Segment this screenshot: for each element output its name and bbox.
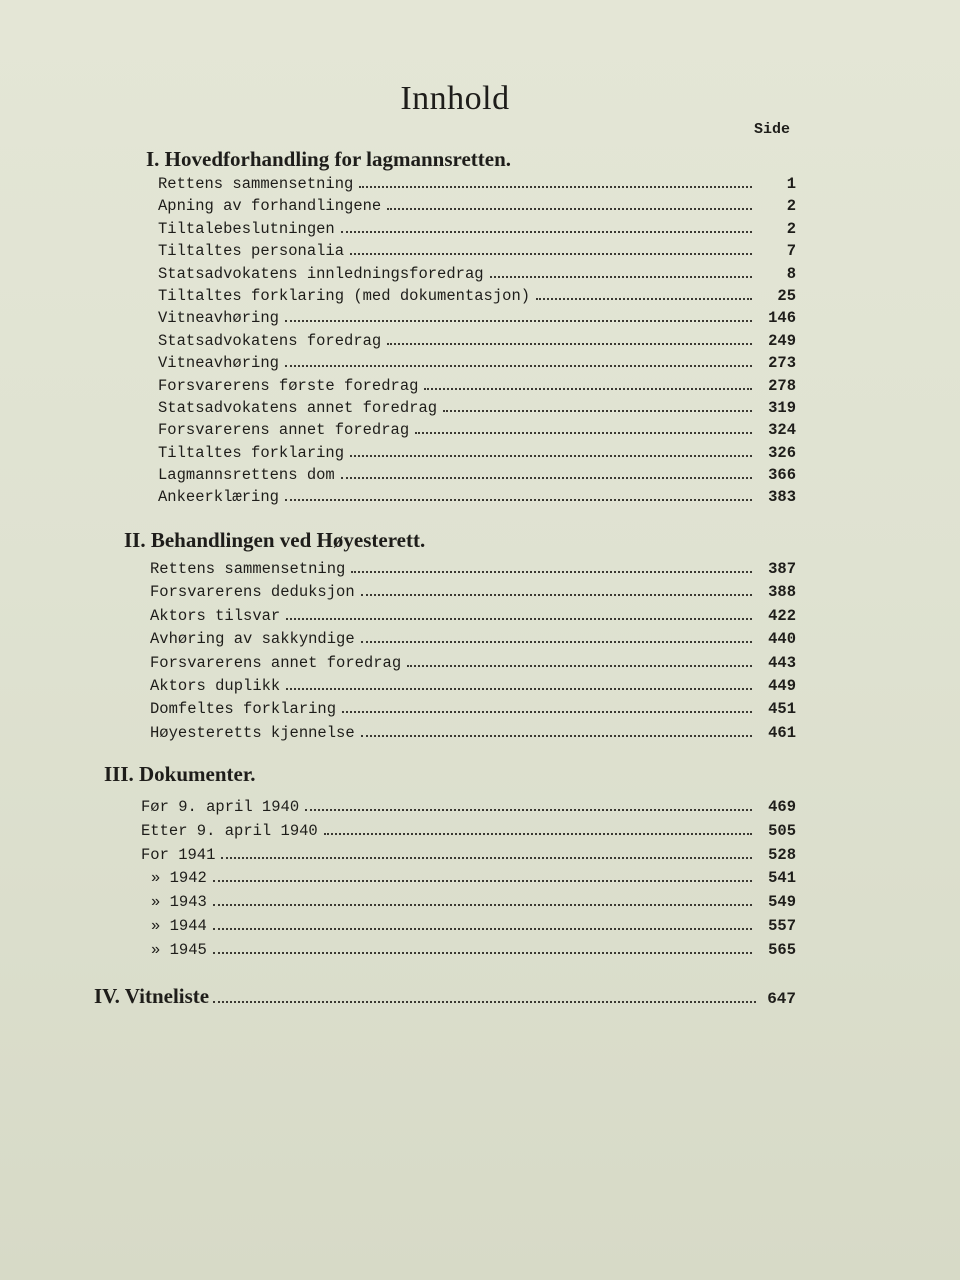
toc-entry-label: Domfeltes forklaring [150,700,337,719]
page-column-label: Side [754,121,791,138]
toc-entry-label: Forsvarerens deduksjon [150,583,355,602]
dot-leader [350,249,752,255]
toc-entry[interactable] [158,309,796,331]
page-number: 505 [768,821,796,840]
toc-entry-label: Før 9. april 1940 [141,798,300,816]
dot-leader [305,805,752,811]
toc-entry-label: Rettens sammensetning [158,175,354,193]
toc-entry-label: Tiltaltes forklaring (med dokumentasjon) [158,286,531,305]
dot-leader [324,829,752,835]
section-hoyesterett [124,524,796,747]
page-number: 647 [767,990,796,1008]
toc-entry-label: Statsadvokatens annet foredrag [158,398,438,417]
page-number: 422 [768,606,796,625]
dot-leader [213,948,752,954]
toc-entry-label: Forsvarerens annet foredrag [158,421,410,440]
dot-leader [407,661,752,667]
toc-entry-label: Statsadvokatens innledningsforedrag [158,264,484,283]
toc-entry-label: Forsvarerens annet foredrag [150,653,402,672]
toc-entry-label: Forsvarerens første foredrag [158,376,419,395]
toc-entry-label: Tiltalebeslutningen [158,219,335,238]
toc-entry-label: Avhøring av sakkyndige [150,630,355,649]
toc-entry[interactable] [141,941,796,965]
page-number: 273 [768,354,796,373]
toc-entry[interactable] [158,287,796,309]
page-number: 565 [768,940,796,959]
toc-entry-label: » 1945 [151,940,207,959]
dot-leader [285,361,752,367]
page-number: 449 [768,676,796,695]
dot-leader [213,876,752,882]
page-number: 451 [768,700,796,719]
dot-leader [342,707,752,713]
page-title: Innhold [400,80,510,117]
dot-leader [221,853,752,859]
dot-leader [361,637,752,643]
toc-entry[interactable] [94,980,796,1012]
page-number: 324 [768,421,796,440]
page-number: 388 [768,583,796,602]
toc-entry[interactable] [150,654,796,677]
section-dokumenter [104,758,796,965]
toc-entry-label: Ankeerklæring [158,488,279,507]
dot-leader [350,451,752,457]
dot-leader [415,428,752,434]
dot-leader [359,182,752,188]
toc-entry[interactable] [141,798,796,822]
toc-entry[interactable] [158,242,796,264]
page-number: 278 [768,376,796,395]
page-number: 249 [768,331,796,350]
toc-entry[interactable] [158,488,796,510]
toc-entry[interactable] [141,846,796,870]
dot-leader [387,339,752,345]
dot-leader [285,316,752,322]
toc-entry-label: Tiltaltes forklaring [158,443,345,462]
section-vitneliste [94,980,796,1012]
dot-leader [361,590,752,596]
toc-entry[interactable] [141,893,796,917]
toc-entry-label: » 1943 [151,893,207,912]
dot-leader [286,684,752,690]
toc-entry-label: Høyesteretts kjennelse [150,723,355,742]
page-number: 383 [768,488,796,507]
toc-entry-label: For 1941 [141,845,216,864]
toc-entry-label: » 1942 [151,869,207,888]
toc-entry[interactable] [158,265,796,287]
toc-list [158,175,796,511]
toc-entry[interactable] [158,399,796,421]
dot-leader [424,384,752,390]
dot-leader [213,900,752,906]
toc-entry-label: Rettens sammensetning [150,560,346,578]
page-number: 319 [768,398,796,417]
toc-entry[interactable] [158,220,796,242]
toc-entry[interactable] [158,175,796,197]
toc-entry[interactable] [150,724,796,747]
dot-leader [490,272,752,278]
toc-entry[interactable] [141,917,796,941]
toc-entry[interactable] [158,444,796,466]
page-number: 469 [768,798,796,816]
toc-entry[interactable] [158,421,796,443]
dot-leader [213,997,756,1003]
toc-list [141,798,796,965]
toc-entry-label: Vitneavhøring [158,309,279,328]
section-heading: II. Behandlingen ved Høyesterett. [124,528,426,552]
toc-entry-label: Vitneavhøring [158,354,279,373]
page-number: 366 [768,466,796,485]
toc-entry-label: Tiltaltes personalia [158,242,345,261]
page-number: 25 [777,286,796,305]
page-number: 326 [768,443,796,462]
toc-entry-label: Etter 9. april 1940 [141,821,318,840]
toc-entry[interactable] [150,560,796,583]
toc-entry[interactable] [158,466,796,488]
page-number: 8 [786,264,796,283]
page-number: 146 [768,309,796,328]
toc-entry[interactable] [158,354,796,376]
toc-entry-label: » 1944 [151,916,207,935]
toc-entry[interactable] [150,583,796,606]
section-heading: I. Hovedforhandling for lagmannsretten. [146,147,511,171]
toc-entry[interactable] [158,332,796,354]
page-number: 541 [768,869,796,888]
toc-entry[interactable] [150,607,796,630]
section-heading: III. Dokumenter. [104,762,256,786]
page-number: 387 [768,560,796,578]
toc-entry[interactable] [158,197,796,219]
page-number: 461 [768,723,796,742]
page-number: 440 [768,630,796,649]
toc-entry[interactable] [150,700,796,723]
toc-list [150,560,796,747]
section-heading: IV. Vitneliste [94,984,210,1008]
toc-entry-label: Apning av forhandlingene [158,197,382,216]
dot-leader [387,204,752,210]
toc-entry[interactable] [150,677,796,700]
toc-entry-label: Aktors tilsvar [150,606,281,625]
page-number: 7 [786,242,796,261]
page-number: 2 [786,219,796,238]
page-number: 528 [768,845,796,864]
toc-entry[interactable] [141,869,796,893]
dot-leader [286,614,752,620]
dot-leader [443,406,752,412]
dot-leader [341,227,752,233]
toc-entry-label: Lagmannsrettens dom [158,466,335,485]
dot-leader [536,294,752,300]
section-hovedforhandling [146,143,796,511]
page-number: 443 [768,653,796,672]
toc-entry[interactable] [150,630,796,653]
toc-entry-label: Statsadvokatens foredrag [158,331,382,350]
dot-leader [341,473,752,479]
page-number: 549 [768,893,796,912]
toc-entry[interactable] [158,377,796,399]
page-number: 557 [768,916,796,935]
dot-leader [213,924,752,930]
toc-entry-label: Aktors duplikk [150,676,281,695]
dot-leader [285,495,752,501]
dot-leader [351,567,752,573]
page-number: 2 [786,197,796,216]
page-number: 1 [786,175,796,193]
toc-entry[interactable] [141,822,796,846]
dot-leader [361,731,752,737]
